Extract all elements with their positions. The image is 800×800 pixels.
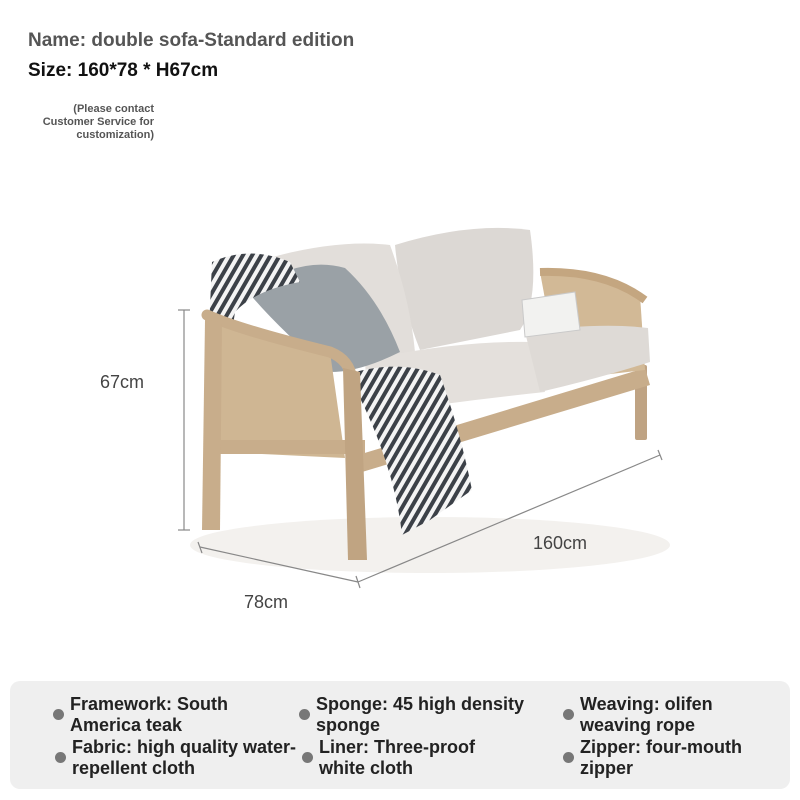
spec-text: Liner: Three-proof white cloth (319, 737, 475, 778)
back-cushion-right (395, 228, 533, 350)
bullet-icon (563, 709, 574, 720)
customization-note: (Please contact Customer Service for customization) (42, 103, 154, 141)
product-size: Size: 160*78 * H67cm (28, 60, 219, 81)
spec-text: Framework: South America teak (70, 694, 229, 735)
spec-text: Sponge: 45 high density sponge (316, 694, 525, 735)
spec-item-sponge (316, 694, 541, 736)
spec-item-fabric (72, 737, 297, 779)
spec-text: Zipper: four-mouth zipper (580, 737, 742, 778)
spec-item-zipper (580, 737, 780, 779)
height-dimension-label: 67cm (100, 372, 145, 392)
bullet-icon (302, 752, 313, 763)
left-side-rail (205, 440, 365, 454)
spec-item-liner (319, 737, 519, 779)
bullet-icon (55, 752, 66, 763)
dimension-height-line (178, 310, 190, 530)
bullet-icon (563, 752, 574, 763)
bullet-icon (53, 709, 64, 720)
length-dimension-label: 160cm (533, 533, 588, 553)
bullet-icon (299, 709, 310, 720)
book (522, 292, 580, 337)
product-name: Name: double sofa-Standard edition (28, 30, 355, 51)
spec-panel (10, 681, 790, 789)
depth-dimension-label: 78cm (244, 592, 289, 612)
spec-text: Fabric: high quality water-repellent cloth (72, 737, 297, 778)
floor-shadow (190, 517, 670, 573)
spec-item-framework (70, 694, 275, 736)
spec-text: Weaving: olifen weaving rope (580, 694, 713, 735)
sofa-leg-front-left (202, 320, 222, 530)
spec-item-weaving (580, 694, 780, 736)
